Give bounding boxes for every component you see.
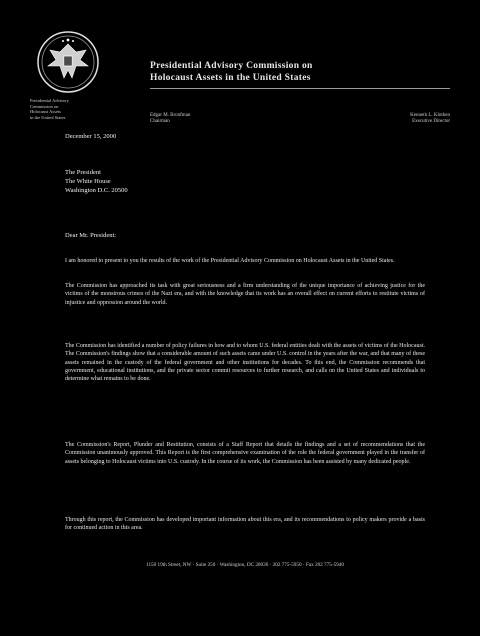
- salutation: Dear Mr. President:: [65, 232, 117, 239]
- recipient-line: The White House: [65, 178, 111, 185]
- director-block: [410, 113, 450, 125]
- director-name: Kenneth L. Klothen: [410, 113, 450, 118]
- seal-caption-line: in the United States: [30, 114, 66, 120]
- commission-title-line-2: Holocaust Assets in the United States: [150, 73, 311, 83]
- seal-caption-line: Presidential Advisory: [30, 98, 69, 103]
- body-paragraph-2: The Commission has approached its task with great seriousness and a firm understanding of the unique importance of achieving justice for the victims of the monstrous crimes of the Nazi era, and with the knowledge that its work has an overall effect on current efforts to restitute victims of injustice and oppression around the world.: [65, 283, 425, 306]
- seal-caption: [30, 98, 110, 120]
- recipient-address: [65, 168, 128, 195]
- presidential-seal-icon: [36, 30, 100, 94]
- body-paragraph-1: I am honored to present to you the results of the work of the Presidential Advisory Commission on Holocaust Assets in the United States.: [65, 258, 395, 264]
- recipient-line: The President: [65, 169, 101, 176]
- header-divider: [150, 88, 450, 89]
- director-title: Executive Director: [412, 119, 450, 124]
- commission-title-line-1: Presidential Advisory Commission on: [150, 61, 313, 71]
- recipient-line: Washington D.C. 20500: [65, 187, 128, 194]
- letter-date: December 15, 2000: [65, 133, 117, 140]
- body-paragraph-3: The Commission has identified a number of policy failures in how and to whom U.S. federal entities dealt with the assets of victims of the Holocaust. The Commission's findings show that a considerable amount of such assets came under U.S. control in the years after the war, and that many of these assets remained in the custody of the federal government and other institutions for decades. To this end, the Commission recommends that government, educational institutions, and the private sector commit resources to further research, and calls on the United States and individuals to determine what remains to be done.: [65, 343, 425, 383]
- seal-caption-line: Holocaust Assets: [30, 109, 61, 114]
- footer-address: 1150 19th Street, NW · Suite 250 · Washington, DC 20036 · 202 775-5950 · Fax 202 775-5940: [146, 562, 344, 568]
- chairman-block: [150, 113, 190, 125]
- commission-title: [150, 60, 450, 84]
- seal-caption-line: Commission on: [30, 103, 59, 109]
- chairman-name: Edgar M. Bronfman: [150, 113, 191, 118]
- body-paragraph-4: The Commission's Report, Plunder and Restitution, consists of a Staff Report that details the findings and a set of recommendations that the Commission unanimously approved. This Report is the first comprehensive examination of the role the federal government played in the transfer of assets belonging to Holocaust victims into U.S. custody. In the course of its work, the Commission has been assisted by many dedicated people.: [65, 442, 425, 465]
- body-paragraph-5: Through this report, the Commission has developed important information about this era, and its recommendations to policy makers provide a basis for continued action in this area.: [65, 517, 425, 532]
- chairman-title: Chairman: [150, 119, 170, 124]
